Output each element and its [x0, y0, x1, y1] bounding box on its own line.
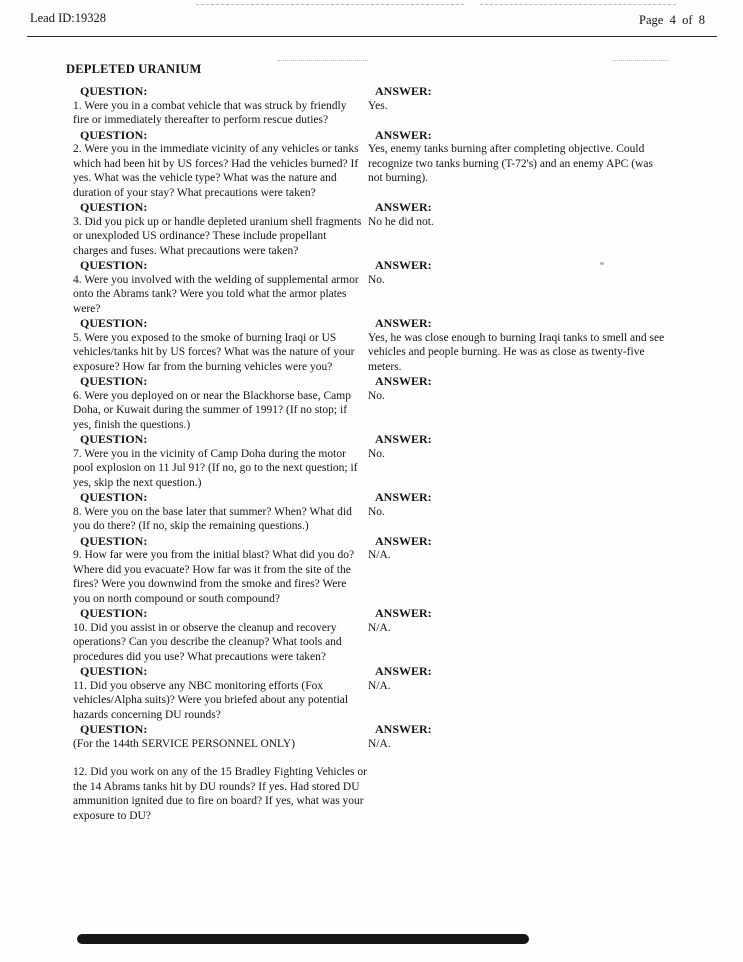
answer-text: N/A. [368, 737, 391, 750]
question-label: QUESTION: [80, 533, 148, 548]
question-label: QUESTION: [80, 606, 148, 620]
answer-label: ANSWER: [375, 316, 432, 330]
answer-label: ANSWER: [375, 84, 432, 98]
question-label: QUESTION: [80, 127, 148, 142]
answer-label: ANSWER: [375, 374, 432, 388]
question-text: 3. Did you pick up or handle depleted uranium shell fragments or unexploded US ordinance? These include propellant charges and fuses. What precautions were taken? [73, 215, 362, 257]
question-label: QUESTION: [80, 84, 148, 98]
section-title: DEPLETED URANIUM [66, 62, 202, 76]
question-text: 8. Were you on the base later that summer? When? What did you do there? (If no, skip the remaining questions.) [73, 505, 352, 532]
answer-text: Yes, enemy tanks burning after completing objective. Could recognize two tanks burning (T-72's) and an enemy APC (was not burning). [368, 143, 653, 184]
question-text: 4. Were you involved with the welding of supplemental armor onto the Abrams tank? Were you told what the armor plates were? [73, 273, 359, 315]
answer-text: No. [368, 389, 385, 402]
scan-artifact-dash [196, 4, 464, 5]
answer-text: N/A. [368, 549, 391, 561]
answer-text: Yes. [368, 99, 388, 112]
answer-label: ANSWER: [375, 722, 432, 736]
answer-text: Yes, he was close enough to burning Iraqi tanks to smell and see vehicles and people burning. He was as close as twenty-five meters. [368, 331, 665, 373]
question-text: 9. How far were you from the initial blast? What did you do? Where did you evacuate? How far was it from the site of the fires? Were you downwind from the smoke and fires? Were you on north compound or south compound? [73, 549, 355, 605]
answer-label: ANSWER: [375, 258, 432, 272]
answer-label: ANSWER: [375, 432, 432, 446]
answer-text: N/A. [368, 621, 391, 634]
answer-text: No. [368, 505, 385, 518]
question-label: QUESTION: [80, 374, 148, 388]
question-label: QUESTION: [80, 490, 148, 504]
question-text: 5. Were you exposed to the smoke of burning Iraqi or US vehicles/tanks hit by US forces? What was the nature of your exposure? How far from the burning vehicles were you? [73, 331, 355, 373]
answer-label: ANSWER: [375, 664, 432, 678]
answer-label: ANSWER: [375, 606, 432, 620]
qa-row [73, 722, 708, 751]
answer-text: No. [368, 447, 385, 460]
question-label: QUESTION: [80, 200, 148, 214]
answer-label: ANSWER: [375, 490, 432, 504]
qa-row [73, 84, 708, 128]
lead-id: Lead ID:19328 [30, 11, 107, 25]
scan-artifact-bar [77, 934, 529, 944]
qa-list [73, 84, 708, 751]
qa-row [73, 606, 708, 664]
qa-row [73, 374, 708, 432]
qa-row [73, 432, 708, 490]
qa-row [73, 534, 708, 607]
question-text: 1. Were you in a combat vehicle that was struck by friendly fire or immediately thereafter to perform rescue duties? [73, 99, 347, 126]
question-label: QUESTION: [80, 722, 148, 736]
question-text: 11. Did you observe any NBC monitoring efforts (Fox vehicles/Alpha suits)? Were you briefed about any potential hazards concerning DU rounds? [73, 679, 349, 721]
question-text: (For the 144th SERVICE PERSONNEL ONLY) [73, 737, 296, 750]
question-label: QUESTION: [80, 258, 148, 272]
scan-artifact-dash [480, 4, 676, 5]
scan-artifact-dash [612, 60, 668, 61]
closing-question-text: 12. Did you work on any of the 15 Bradley Fighting Vehicles or the 14 Abrams tanks hit by DU rounds? If yes. Had stored DU ammunition ignited due to fire on board? If yes, what was your exposure to DU? [73, 766, 367, 822]
qa-row [73, 200, 708, 258]
answer-text: No. [368, 273, 385, 286]
answer-label: ANSWER: [375, 533, 432, 548]
answer-text: N/A. [368, 679, 391, 692]
qa-row [73, 258, 708, 316]
question-label: QUESTION: [80, 432, 148, 446]
scan-artifact-dash [278, 60, 368, 61]
question-text: 6. Were you deployed on or near the Blackhorse base, Camp Doha, or Kuwait during the summer of 1991? (If no stop; if yes, finish the questions.) [73, 389, 351, 431]
page-number: Page 4 of 8 [639, 13, 705, 27]
question-text: 7. Were you in the vicinity of Camp Doha during the motor pool explosion on 11 Jul 91? (If no, go to the next question; if yes, skip the next question.) [73, 447, 358, 489]
qa-row [73, 664, 708, 722]
question-text: 10. Did you assist in or observe the cleanup and recovery operations? Can you describe the cleanup? What tools and procedures did you use? What precautions were taken? [73, 621, 342, 663]
answer-label: ANSWER: [375, 127, 432, 142]
qa-row [73, 316, 708, 374]
qa-row [73, 490, 708, 534]
question-text: 2. Were you in the immediate vicinity of any vehicles or tanks which had been hit by US forces? Had the vehicles burned? If yes. What was the vehicle type? What was the nature and duration of your stay? What precautions were taken? [73, 143, 359, 199]
question-label: QUESTION: [80, 316, 148, 330]
question-label: QUESTION: [80, 664, 148, 678]
document-body [66, 62, 708, 823]
answer-label: ANSWER: [375, 200, 432, 214]
qa-row [73, 128, 708, 201]
answer-text: No he did not. [368, 215, 434, 228]
header-rule [27, 36, 717, 37]
